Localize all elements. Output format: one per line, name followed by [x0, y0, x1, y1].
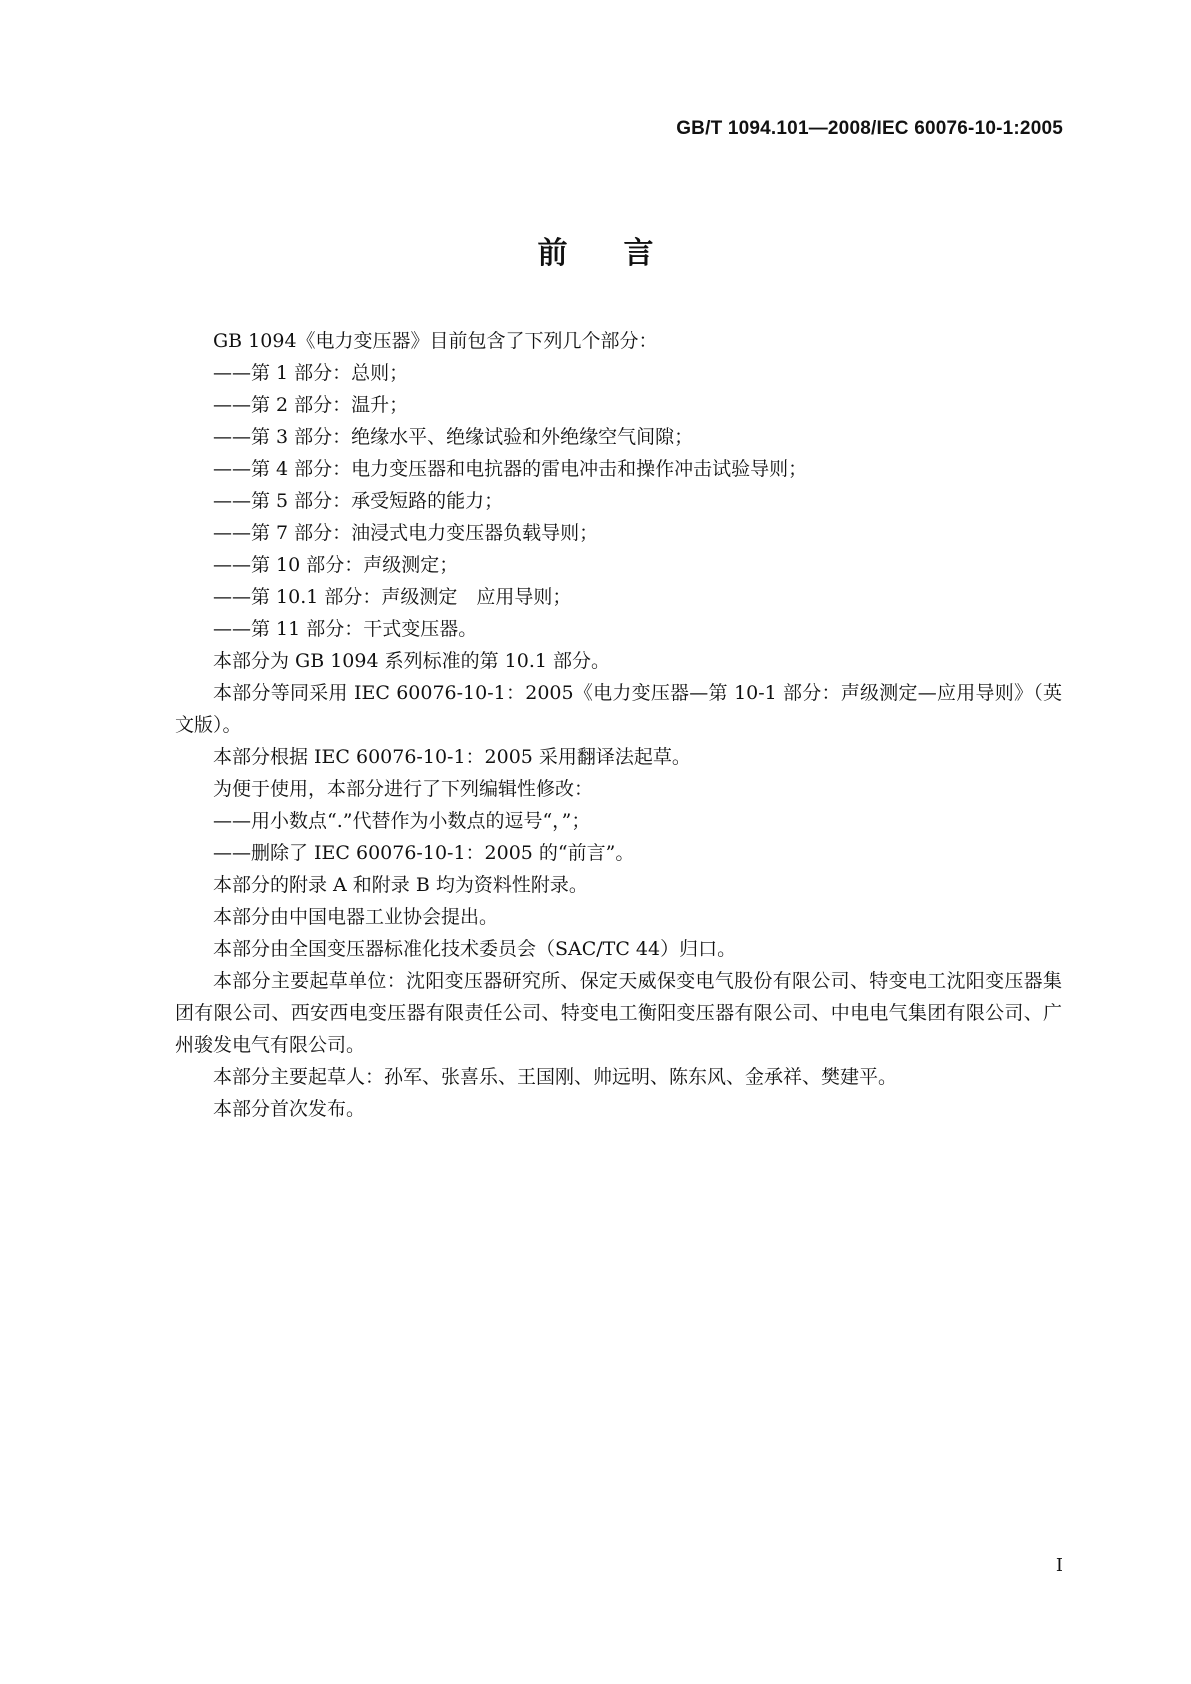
standard-number-header: GB/T 1094.101—2008/IEC 60076-10-1:2005 — [676, 118, 1063, 139]
drafting-units-paragraph: 本部分主要起草单位：沈阳变压器研究所、保定天威保变电气股份有限公司、特变电工沈阳变压器集团有限公司、西安西电变压器有限责任公司、特变电工衡阳变压器有限公司、中电电气集团有限公司、广州骏发电气有限公司。 — [175, 970, 1062, 1056]
edit-list-item: ——删除了 IEC 60076-10-1：2005 的“前言”。 — [213, 842, 635, 864]
translation-paragraph: 本部分根据 IEC 60076-10-1：2005 采用翻译法起草。 — [213, 746, 691, 768]
centralized-by-paragraph: 本部分由全国变压器标准化技术委员会（SAC/TC 44）归口。 — [213, 938, 737, 960]
drafters-paragraph: 本部分主要起草人：孙军、张喜乐、王国刚、帅远明、陈东风、金承祥、樊建平。 — [213, 1066, 898, 1088]
annexes-paragraph: 本部分的附录 A 和附录 B 均为资料性附录。 — [213, 874, 588, 896]
first-release-paragraph: 本部分首次发布。 — [213, 1098, 366, 1120]
page-number: I — [1055, 1555, 1063, 1576]
intro-paragraph: GB 1094《电力变压器》目前包含了下列几个部分： — [213, 330, 658, 352]
part-list-item: ——第 1 部分：总则； — [213, 362, 409, 384]
edits-intro-paragraph: 为便于使用，本部分进行了下列编辑性修改： — [213, 778, 594, 800]
part-list-item: ——第 5 部分：承受短路的能力； — [213, 490, 504, 512]
page-title: 前言 — [537, 236, 710, 271]
part-list-item: ——第 2 部分：温升； — [213, 394, 409, 416]
part-list-item: ——第 10 部分：声级测定； — [213, 554, 459, 576]
part-list-item: ——第 7 部分：油浸式电力变压器负载导则； — [213, 522, 599, 544]
edit-list-item: ——用小数点“.”代替作为小数点的逗号“，”； — [213, 810, 591, 832]
part-list-item: ——第 3 部分：绝缘水平、绝缘试验和外绝缘空气间隙； — [213, 426, 694, 448]
part-list-item: ——第 11 部分：干式变压器。 — [213, 618, 478, 640]
part-list-item: ——第 4 部分：电力变压器和电抗器的雷电冲击和操作冲击试验导则； — [213, 458, 808, 480]
part-list-item: ——第 10.1 部分：声级测定 应用导则； — [213, 586, 572, 608]
proposed-by-paragraph: 本部分由中国电器工业协会提出。 — [213, 906, 499, 928]
series-paragraph: 本部分为 GB 1094 系列标准的第 10.1 部分。 — [213, 650, 610, 672]
equivalence-paragraph: 本部分等同采用 IEC 60076-10-1：2005《电力变压器—第 10-1 部分：声级测定—应用导则》（英文版）。 — [175, 682, 1062, 736]
document-body — [175, 325, 1062, 1125]
